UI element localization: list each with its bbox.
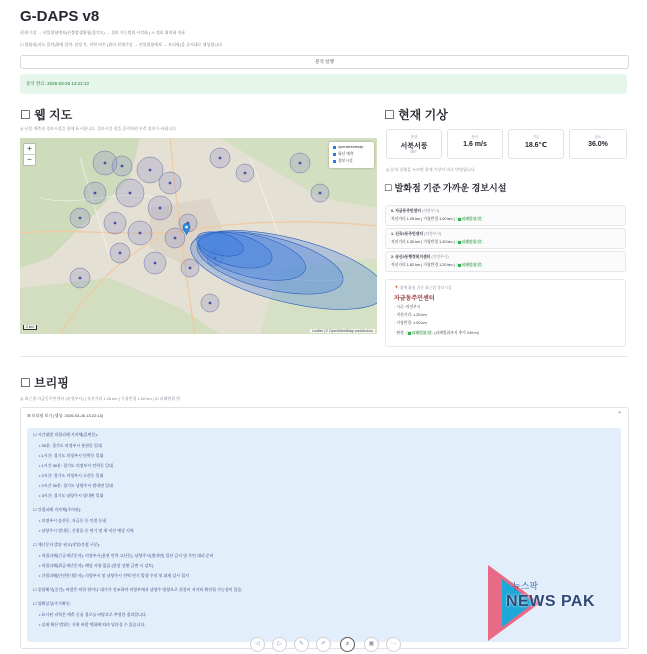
briefing-line: • 표시된 지역은 예측 중심 경로를 바탕으로 추정한 결과입니다.	[39, 612, 148, 617]
metric-value: 18.6℃	[524, 142, 548, 149]
briefing-line: • 1시간: 경기도 의정부시 민락동 일대	[39, 453, 104, 458]
facility-title: 2. 송산2동행정복지센터	[391, 255, 431, 259]
status-badge	[406, 331, 433, 335]
status-badge-label: 피해범위 밖	[411, 331, 432, 335]
facility-distance: 직선거리 1.82 km	[391, 263, 421, 267]
facility-item[interactable]	[385, 251, 626, 272]
map-scale: 2 km	[23, 325, 37, 330]
facility-item[interactable]	[385, 205, 626, 226]
facility-name	[391, 255, 449, 260]
layer-base-label: openstreetmap	[338, 145, 364, 149]
app-title: G-DAPS v8	[20, 8, 100, 25]
facility-item[interactable]	[385, 228, 626, 249]
facility-distance: 직선거리 1.25 km	[391, 217, 421, 221]
briefing-line: • 의정부시 송산동, 자금동 등 인접 동네	[39, 518, 107, 523]
checkbox-icon	[333, 153, 336, 156]
briefing-line: • 2시간: 경기도 의정부시 고산동 일대	[39, 473, 104, 478]
logo-name: NEWS PAK	[506, 593, 596, 610]
facility-title: 0. 자금동주민센터	[391, 209, 421, 213]
check-icon	[458, 218, 461, 221]
checkbox-icon	[333, 160, 336, 163]
metric-value: 서북서풍	[400, 143, 428, 150]
briefing-heading: ☐ 브리핑	[20, 376, 69, 390]
prev-icon[interactable]: ◁	[250, 637, 265, 652]
briefing-expander-header[interactable]: ☰ 브리핑 보기 (생성: 2026-03-26 13:22:13)	[27, 413, 103, 418]
detail-caption: 📍 위에 화점 기준 최근접 경보시설	[394, 286, 452, 290]
chevron-up-icon[interactable]: ⌃	[616, 412, 622, 418]
facility-radius: 가청반경 1.20 km	[423, 263, 453, 267]
layer-alarm-label: 경보시설	[338, 159, 353, 163]
app-instructions: ☐ 발화점(지도 클릭)위에 입력: 설정 후, 지역 버튼 (위의 현재기상 → 산불위험예보 → 브리핑)을 순서대로 생성됩니다.	[20, 42, 224, 47]
layer-fire-label: 화산 예측	[338, 152, 354, 156]
layer-fire[interactable]	[333, 152, 354, 157]
viewer-toolbar	[250, 636, 410, 652]
map-heading: ☐ 웹 지도	[20, 108, 73, 122]
layer-base[interactable]	[333, 145, 363, 149]
metric-wind-speed	[447, 129, 503, 159]
facility-detail-card	[385, 279, 626, 347]
status-badge	[456, 240, 483, 244]
metric-value: 36.0%	[588, 141, 608, 148]
newspak-logo	[488, 565, 638, 640]
facility-detail: 직선거리 1.82 km | 가청반경 1.20 km | 피해범위 밖	[391, 263, 482, 267]
facility-name	[391, 232, 441, 237]
zoom-out-button[interactable]: −	[24, 154, 35, 165]
edit-icon[interactable]: ✐	[316, 637, 331, 652]
briefing-line: ☐ 시간대별 직접피해 지자체(읍면동):	[33, 432, 98, 437]
briefing-line: • 남양주시 별내동, 진접읍 등 연기 및 재 비산 예상 지역	[39, 528, 134, 533]
detail-row: · 직선거리: 1.25 km	[394, 313, 427, 317]
facility-detail: 직선거리 1.30 km | 가청반경 1.20 km | 피해범위 밖	[391, 240, 482, 244]
facility-city: (의정부시)	[424, 232, 442, 236]
next-icon[interactable]: ▷	[272, 637, 287, 652]
status-badge-label: 피해범위 밖	[461, 217, 482, 221]
layer-control[interactable]	[329, 142, 374, 168]
briefing-line: ☐ 종합해석(중간): 바람은 약한 편이나 대기가 건조하여 의정부에서 남양주 방향으로 산불이 서서히 확산될 가능성이 있음.	[33, 587, 243, 592]
briefing-line: • 3시간: 경기도 남양주시 별내면 일대	[39, 493, 104, 498]
facility-city: (의정부시)	[431, 255, 449, 259]
logo-korean-text: 뉴스팍	[512, 581, 539, 591]
weather-heading: ☐ 현재 기상	[384, 108, 448, 122]
map-canvas[interactable]	[20, 138, 377, 334]
run-analysis-button[interactable]: 분석 실행	[20, 55, 629, 69]
metric-label: 습도	[594, 135, 602, 139]
facility-name	[391, 209, 439, 214]
map-attribution[interactable]: Leaflet | © OpenStreetMap contributors	[312, 329, 373, 333]
facility-detail: 직선거리 1.25 km | 가청반경 1.00 km | 피해범위 밖	[391, 217, 482, 221]
detail-status	[394, 331, 479, 336]
metric-temperature	[508, 129, 564, 159]
facility-radius: 가청반경 1.20 km	[423, 240, 453, 244]
briefing-line: • 2시간 30분: 경기도 남양주시 별내면 일대	[39, 483, 113, 488]
briefing-line: • 실제 확산 범위는 지형 바람 변화에 따라 달라질 수 있습니다.	[39, 622, 146, 627]
briefing-line: • 1시간 30분: 경기도 의정부시 민락동 일대	[39, 463, 113, 468]
success-alert: 분석 완료: 2026-03-26 13:22:13	[20, 74, 627, 94]
radio-icon	[333, 146, 336, 149]
briefing-line: ☐ 간접피해 지자체(주의권):	[33, 507, 82, 512]
search-icon[interactable]: ⌕	[340, 637, 355, 652]
zoom-in-button[interactable]: +	[27, 144, 32, 153]
briefing-line: • 직접피해(위급재난문자): 해당 사항 없음 (현장 상황 급변 시 검토)	[39, 563, 154, 568]
facilities-heading: ☐ 발화점 기준 가까운 경보시설	[384, 183, 507, 193]
image-icon[interactable]: ▣	[364, 637, 379, 652]
metric-value: 1.6 m/s	[463, 141, 487, 148]
briefing-line: ☐ 재난문자 발송 권고(작업/간접 구분):	[33, 542, 101, 547]
briefing-line: • 30분: 경기도 의정부시 용현동 일대	[39, 443, 102, 448]
status-badge	[456, 217, 483, 221]
metric-label: 기온	[532, 135, 540, 139]
check-icon	[458, 264, 461, 267]
briefing-note: ◎ 최근접 자금동주민센터 (의정부시) | 직선거리 1.25 km | 가청반경 1.00 km | ☑ 피해범위 밖	[20, 396, 181, 401]
layer-alarm[interactable]	[333, 159, 353, 164]
check-icon	[408, 332, 411, 335]
metric-wind-direction	[386, 129, 442, 159]
facility-city: (의정부시)	[421, 209, 440, 213]
briefing-line: • 간접피해(안전안내문자): 의정부시 및 남양주시 전역 연기 발생 주의 및 화재 감시 철저	[39, 573, 189, 578]
metric-label: 풍향	[410, 135, 418, 139]
detail-row: · 가청반경: 1.00 km	[394, 321, 427, 325]
web-map[interactable]	[20, 138, 377, 334]
detail-status-label: · 판정:	[394, 331, 405, 335]
facility-title: 1. 신곡2동주민센터	[391, 232, 424, 236]
draw-icon[interactable]: ✎	[294, 637, 309, 652]
metric-label: 풍속	[471, 135, 479, 139]
status-badge-label: 피해범위 밖	[461, 263, 482, 267]
more-icon[interactable]: ⋯	[386, 637, 401, 652]
detail-name: 자금동주민센터	[394, 296, 435, 302]
weather-note: ◎ 분석 실행을 누르면 현재 기상이 바로 반영됩니다.	[386, 167, 476, 172]
facility-distance: 직선거리 1.30 km	[391, 240, 421, 244]
metric-sub: 297°	[410, 150, 418, 154]
section-divider	[20, 356, 627, 357]
map-zoom-control	[23, 143, 36, 166]
metric-humidity	[569, 129, 627, 159]
status-badge	[456, 263, 483, 267]
map-note: ◎ 산불 예측과 경보시설을 함께 표시합니다. 경보시설 점을 클릭하면 우측 정보가 바뀝니다.	[20, 126, 178, 131]
status-badge-label: 피해범위 밖	[461, 240, 482, 244]
briefing-line: ☐ 불확실성/주가확인:	[33, 601, 71, 606]
app-subtitle: 현재 기상 → 산불위험예보(산불발생위험(경기도) → 경보 가능범위 시각화 | ⚠ 정보 위치화 적용	[20, 30, 186, 35]
detail-status-tail: (피해범위까지 추가 249 m)	[434, 331, 479, 335]
briefing-line: • 직접피해(긴급재난문자): 의정부시(용현 민락 고산동), 남양주시(별내면) 입산 금지 및 주민 대피 준비	[39, 553, 214, 558]
facility-radius: 가청반경 1.00 km	[423, 217, 453, 221]
check-icon	[458, 241, 461, 244]
detail-row: · 시군: 의정부시	[394, 305, 421, 309]
